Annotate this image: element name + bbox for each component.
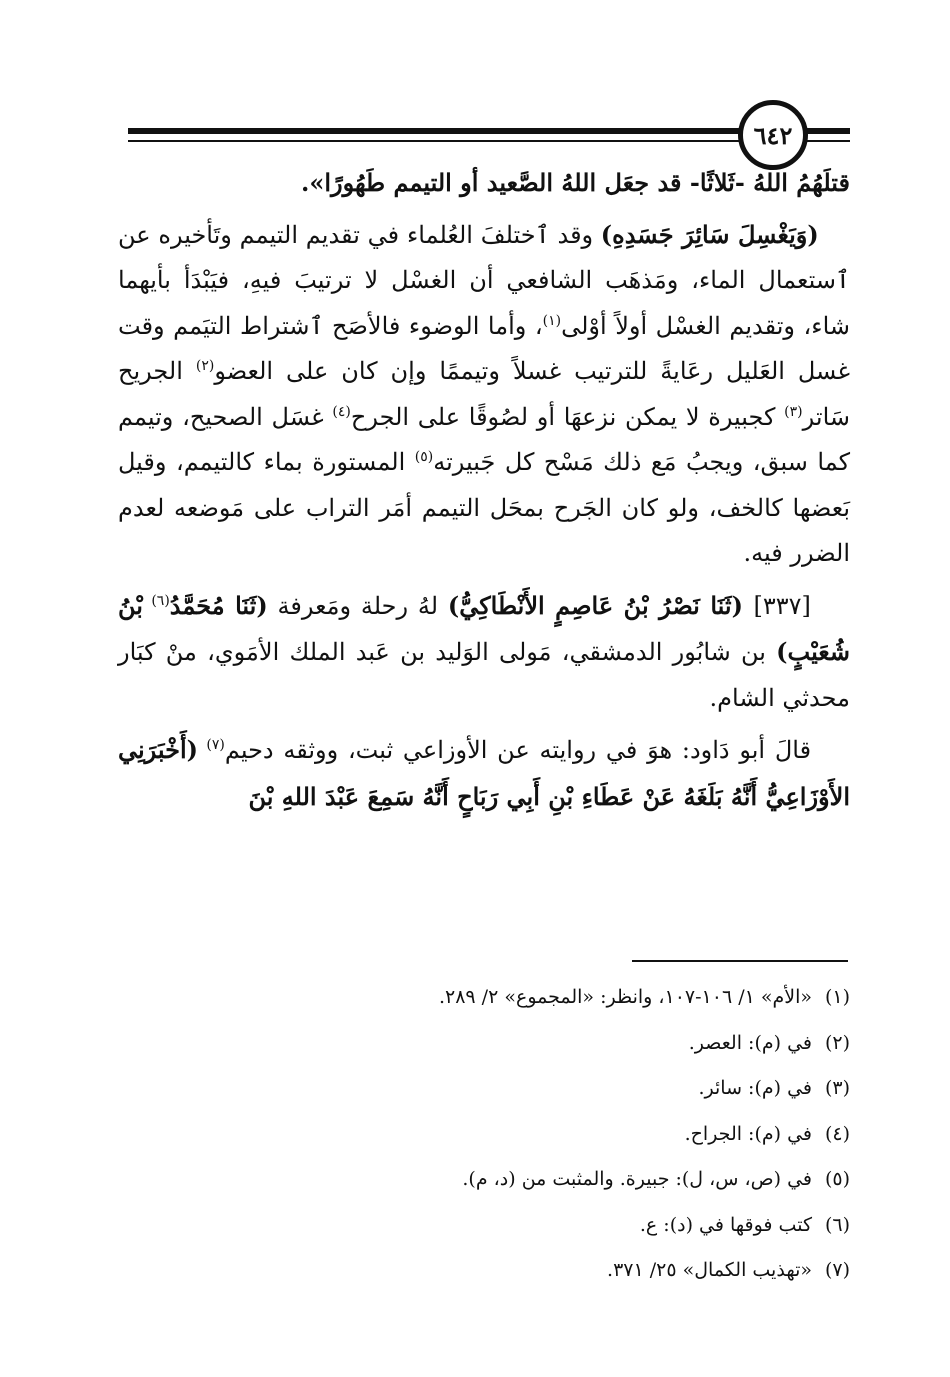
text: المستورة بماء كالتيمم، وقيل بَعضها كالخف، ولو كان الجَرح بمحَل التيمم أمَر التراب على مَوضعه لعدم الضرر فيه. — [118, 448, 850, 567]
page-number-text: ٦٤٢ — [753, 120, 793, 150]
footnote-text: في (ص، س، ل): جبيرة. والمثبت من (د، م). — [462, 1168, 812, 1190]
text-line-1: قتلَهُمُ اللهُ -ثَلاثًا- قد جعَل اللهُ الصَّعيد أو التيمم طَهُورًا». — [300, 168, 850, 197]
footnote-number: (٤) — [824, 1122, 850, 1145]
paragraph-3 — [118, 583, 850, 722]
text: الجريح سَاتر — [118, 357, 850, 431]
footnote-text: في (م): الجراح. — [684, 1122, 812, 1145]
bold: (أَخْبَرَنِي الأَوْزَاعِيُّ أَنَّهُ بَلَغَهُ عَنْ عَطَاءِ بْنِ أَبِي رَبَاحٍ أَنَّهُ سَمِعَ عَبْدَ اللهِ بْنَ — [118, 735, 850, 811]
footnote — [118, 1203, 850, 1249]
footnote-text: كتب فوقها في (د): ع. — [639, 1213, 812, 1236]
footnote-text: «الأم» ١/ ١٠٦-١٠٧، وانظر: «المجموع» ٢/ ٢٨٩. — [438, 986, 812, 1008]
footnote — [118, 1066, 850, 1112]
footnote-number: (٦) — [824, 1213, 850, 1236]
main-text — [118, 160, 850, 820]
paragraph-4 — [118, 727, 850, 820]
bold-lead: (وَيَغْسِلَ سَائِرَ جَسَدِهِ) — [600, 219, 819, 249]
footnote-text: «تهذيب الكمال» ٢٥/ ٣٧١. — [607, 1259, 812, 1281]
footnote — [118, 1248, 850, 1294]
footnotes — [118, 975, 850, 1294]
footnote — [118, 1112, 850, 1158]
text: غسَل الصحيح، وتيمم كما سبق، ويجبُ مَع ذلك مَسْح كل جَبيرته — [118, 402, 850, 476]
footnote-separator — [632, 960, 848, 962]
footnote-ref-1[interactable]: (١) — [542, 312, 562, 329]
footnote-number: (٧) — [824, 1259, 850, 1281]
text: وقد ٱختلفَ العُلماء في تقديم التيمم وتَأخيره عن ٱستعمال الماء، ومَذهَب الشافعي أن الغسْل لا ترتيبَ فيهِ، فيَبْدَأ بأيهما شاء، وتقديم الغسْل أولاً أوْلى — [118, 220, 850, 340]
footnote — [118, 1021, 850, 1067]
footnote — [118, 1157, 850, 1203]
footnote-ref-2[interactable]: (٢) — [195, 358, 215, 374]
text: كجبيرة لا يمكن نزعهَا أو لصُوقًا على الجرح — [350, 402, 785, 431]
footnote-ref-6[interactable]: (٦) — [151, 592, 170, 609]
footnote-number: (٥) — [824, 1168, 850, 1190]
text: قالَ أبو دَاود: هوَ في روايته عن الأوزاعي ثبت، ووثقه دحيم — [224, 736, 812, 764]
footnote-ref-5[interactable]: (٥) — [414, 449, 434, 465]
footnote-text: في (م): العصر. — [688, 1031, 812, 1054]
text: لهُ رحلة ومَعرفة — [267, 591, 448, 620]
footnote-ref-4[interactable]: (٤) — [332, 403, 351, 420]
footnote-text: في (م): سائر. — [698, 1077, 812, 1099]
paragraph-2 — [118, 212, 850, 577]
footnote-ref-7[interactable]: (٧) — [206, 737, 225, 753]
footnote-number: (٢) — [824, 1031, 850, 1054]
entry-number: [٣٣٧] — [753, 591, 811, 620]
bold: (ثَنَا مُحَمَّدُ — [169, 590, 268, 620]
header-rule-thin — [128, 140, 740, 142]
bold: (ثَنَا نَصْرُ بْنُ عَاصِمٍ الأَنْطَاكِيُّ) — [447, 590, 754, 620]
footnote-number: (١) — [824, 986, 850, 1008]
footnote-number: (٣) — [824, 1077, 850, 1099]
footnote-ref-3[interactable]: (٣) — [784, 403, 803, 420]
text: بن شابُور الدمشقي، مَولى الوَليد بن عَبد الملك الأمَوي، منْ كبَار محدثي الشام. — [118, 638, 850, 712]
bold: بْنُ شُعَيْبٍ) — [118, 590, 850, 666]
header-rule-thick — [128, 128, 740, 134]
text: ، وأما الوضوء فالأصَح ٱشتراط التيَمم وقت غسل العَليل رعَايةً للترتيب غسلاً وتيممًا وإن كان على العضو — [118, 311, 851, 385]
footnote — [118, 975, 850, 1021]
